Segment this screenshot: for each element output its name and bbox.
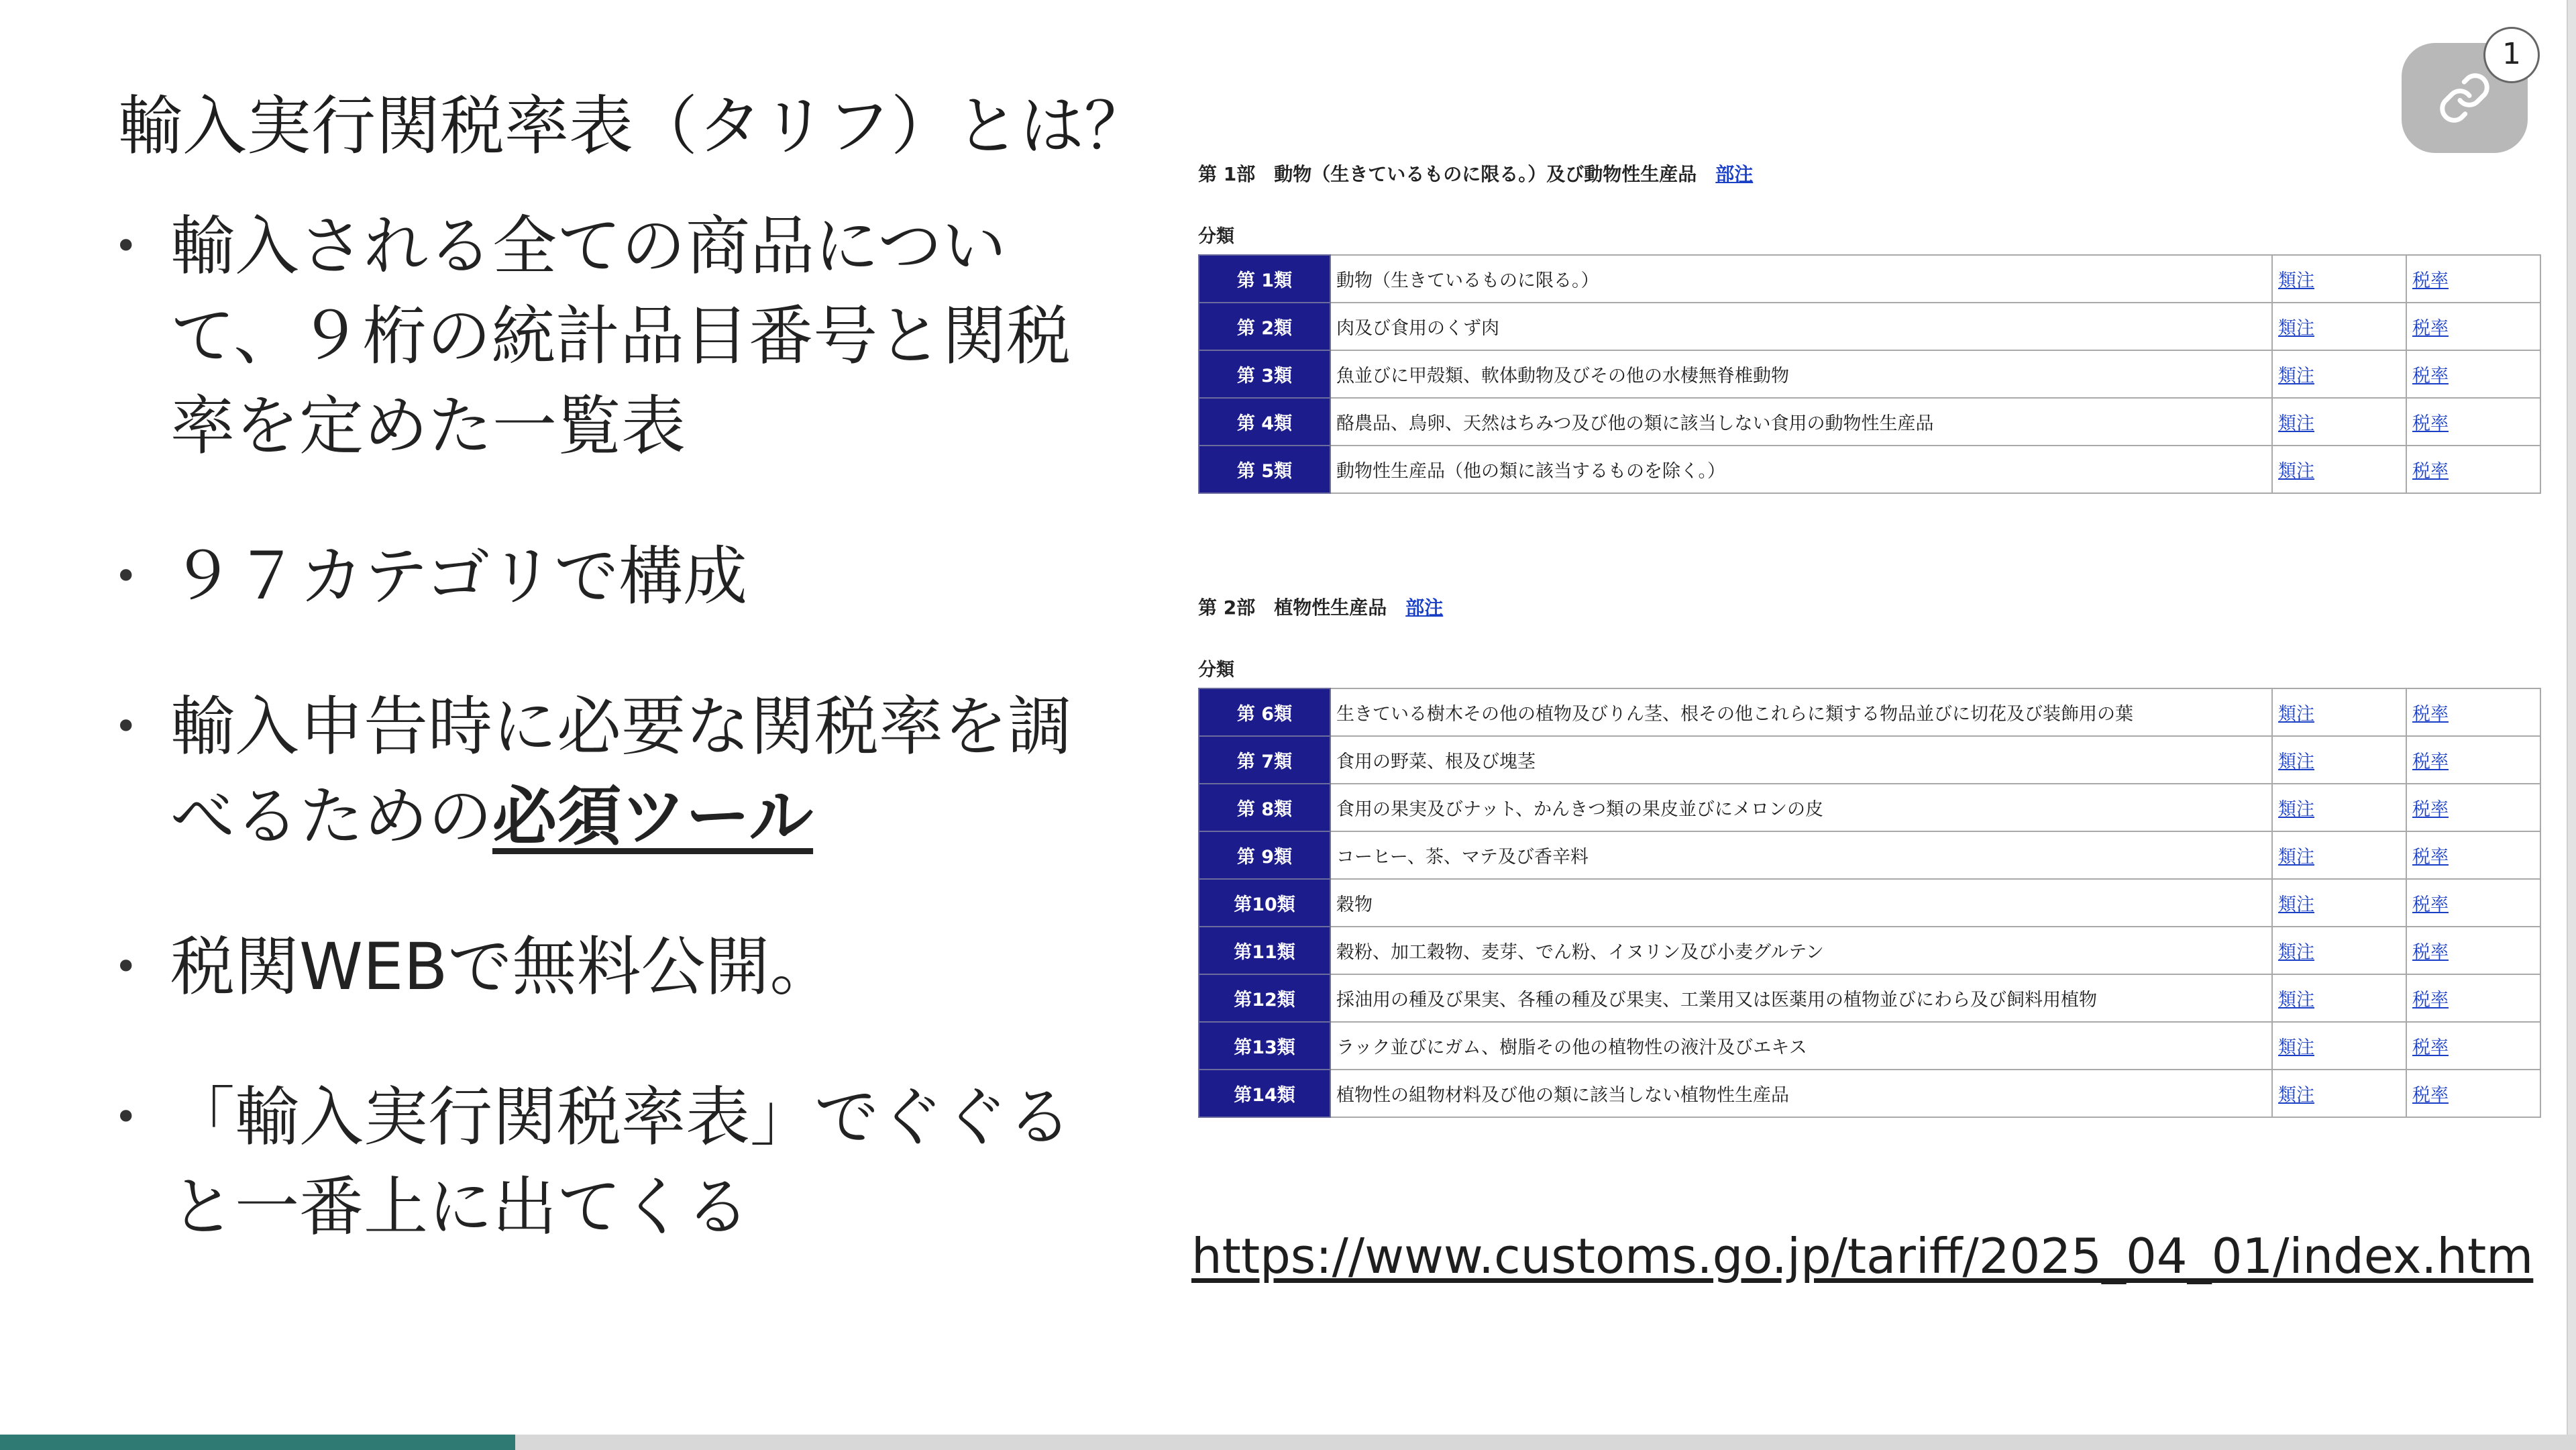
chapter-note-link-cell xyxy=(2272,784,2406,831)
chapter-note-link[interactable]: 類注 xyxy=(2278,1037,2314,1058)
tariff-row xyxy=(1199,398,2540,446)
chapter-note-link-cell xyxy=(2272,688,2406,736)
chapter-note-link[interactable]: 類注 xyxy=(2278,752,2314,772)
chapter-note-link[interactable]: 類注 xyxy=(2278,894,2314,915)
tariff-rate-link-cell xyxy=(2406,1070,2540,1117)
part1-note-link[interactable]: 部注 xyxy=(1715,163,1754,185)
tariff-rate-link-cell xyxy=(2406,350,2540,398)
chapter-note-link-cell xyxy=(2272,350,2406,398)
tariff-rate-link[interactable]: 税率 xyxy=(2412,942,2449,963)
tariff-rate-link-cell xyxy=(2406,1022,2540,1070)
chapter-note-link-cell xyxy=(2272,255,2406,303)
tariff-row xyxy=(1199,879,2540,927)
tariff-rate-link[interactable]: 税率 xyxy=(2412,1037,2449,1058)
category-cell: 第 3類 xyxy=(1199,350,1330,398)
chapter-note-link-cell xyxy=(2272,736,2406,784)
tariff-rate-link-cell xyxy=(2406,446,2540,493)
chapter-note-link[interactable]: 類注 xyxy=(2278,1085,2314,1106)
bullet-item xyxy=(107,531,1100,621)
chapter-note-link-cell xyxy=(2272,303,2406,350)
category-cell: 第 1類 xyxy=(1199,255,1330,303)
tariff-rate-link[interactable]: 税率 xyxy=(2412,270,2449,291)
tariff-rate-link-cell xyxy=(2406,831,2540,879)
category-cell: 第 8類 xyxy=(1199,784,1330,831)
tariff-rate-link[interactable]: 税率 xyxy=(2412,366,2449,386)
bullet-item xyxy=(107,682,1100,862)
tariff-rate-link-cell xyxy=(2406,736,2540,784)
category-cell: 第10類 xyxy=(1199,879,1330,927)
category-cell: 第 7類 xyxy=(1199,736,1330,784)
description-cell: 穀粉、加工穀物、麦芽、でん粉、イヌリン及び小麦グルテン xyxy=(1330,927,2272,974)
bullet-text: 税関WEBで無料公開。 xyxy=(170,929,835,1004)
tariff-rate-link-cell xyxy=(2406,879,2540,927)
tariff-rate-link[interactable]: 税率 xyxy=(2412,1085,2449,1106)
chapter-note-link[interactable]: 類注 xyxy=(2278,847,2314,868)
bullet-text: 「輸入実行関税率表」でぐぐると一番上に出てくる xyxy=(170,1080,1072,1245)
tariff-row xyxy=(1199,1070,2540,1117)
notification-badge: 1 xyxy=(2483,27,2540,83)
tariff-row xyxy=(1199,688,2540,736)
tariff-row xyxy=(1199,446,2540,493)
description-cell: 食用の野菜、根及び塊茎 xyxy=(1330,736,2272,784)
chapter-note-link[interactable]: 類注 xyxy=(2278,366,2314,386)
description-cell: コーヒー、茶、マテ及び香辛料 xyxy=(1330,831,2272,879)
part2-table xyxy=(1198,688,2541,1118)
description-cell: ラック並びにガム、樹脂その他の植物性の液汁及びエキス xyxy=(1330,1022,2272,1070)
category-cell: 第 9類 xyxy=(1199,831,1330,879)
chapter-note-link-cell xyxy=(2272,879,2406,927)
description-cell: 肉及び食用のくず肉 xyxy=(1330,303,2272,350)
bullet-list xyxy=(107,201,1100,1312)
tariff-url-link[interactable]: https://www.customs.go.jp/tariff/2025_04_01/index.htm xyxy=(1191,1228,2534,1284)
tariff-rate-link[interactable]: 税率 xyxy=(2412,847,2449,868)
tariff-rate-link-cell xyxy=(2406,303,2540,350)
progress-fill xyxy=(0,1435,515,1450)
chapter-note-link[interactable]: 類注 xyxy=(2278,799,2314,820)
link-icon xyxy=(2436,70,2493,126)
category-cell: 第11類 xyxy=(1199,927,1330,974)
chapter-note-link-cell xyxy=(2272,446,2406,493)
tariff-row xyxy=(1199,927,2540,974)
chapter-note-link-cell xyxy=(2272,974,2406,1022)
tariff-rate-link-cell xyxy=(2406,927,2540,974)
description-cell: 動物性生産品（他の類に該当するものを除く。） xyxy=(1330,446,2272,493)
tariff-rate-link-cell xyxy=(2406,688,2540,736)
bullet-text: ９７カテゴリで構成 xyxy=(170,539,748,614)
chapter-note-link-cell xyxy=(2272,927,2406,974)
tariff-rate-link[interactable]: 税率 xyxy=(2412,704,2449,725)
category-cell: 第 4類 xyxy=(1199,398,1330,446)
description-cell: 穀物 xyxy=(1330,879,2272,927)
part2-title xyxy=(1198,588,2542,628)
part1-table xyxy=(1198,254,2541,494)
part1-title xyxy=(1198,154,2542,195)
tariff-row xyxy=(1199,974,2540,1022)
category-cell: 第 6類 xyxy=(1199,688,1330,736)
tariff-rate-link[interactable]: 税率 xyxy=(2412,990,2449,1011)
part2-note-link[interactable]: 部注 xyxy=(1405,597,1444,619)
tariff-row xyxy=(1199,255,2540,303)
chapter-note-link-cell xyxy=(2272,1070,2406,1117)
category-cell: 第 5類 xyxy=(1199,446,1330,493)
tariff-row xyxy=(1199,350,2540,398)
chapter-note-link[interactable]: 類注 xyxy=(2278,990,2314,1011)
tariff-row xyxy=(1199,303,2540,350)
tariff-rate-link-cell xyxy=(2406,398,2540,446)
category-cell: 第13類 xyxy=(1199,1022,1330,1070)
chapter-note-link[interactable]: 類注 xyxy=(2278,942,2314,963)
category-cell: 第12類 xyxy=(1199,974,1330,1022)
tariff-rate-link[interactable]: 税率 xyxy=(2412,413,2449,434)
description-cell: 動物（生きているものに限る。） xyxy=(1330,255,2272,303)
tariff-row xyxy=(1199,831,2540,879)
chapter-note-link[interactable]: 類注 xyxy=(2278,413,2314,434)
chapter-note-link-cell xyxy=(2272,831,2406,879)
chapter-note-link[interactable]: 類注 xyxy=(2278,704,2314,725)
tariff-rate-link-cell xyxy=(2406,784,2540,831)
chapter-note-link-cell xyxy=(2272,398,2406,446)
bullet-text: 輸入される全ての商品について、９桁の統計品目番号と関税率を定めた一覧表 xyxy=(170,209,1071,464)
bullet-item xyxy=(107,201,1100,471)
description-cell: 採油用の種及び果実、各種の種及び果実、工業用又は医薬用の植物並びにわら及び飼料用植物 xyxy=(1330,974,2272,1022)
tariff-row xyxy=(1199,1022,2540,1070)
chapter-note-link[interactable]: 類注 xyxy=(2278,461,2314,482)
chapter-note-link[interactable]: 類注 xyxy=(2278,318,2314,339)
description-cell: 食用の果実及びナット、かんきつ類の果皮並びにメロンの皮 xyxy=(1330,784,2272,831)
tariff-row xyxy=(1199,736,2540,784)
description-cell: 生きている樹木その他の植物及びりん茎、根その他これらに類する物品並びに切花及び装飾用の葉 xyxy=(1330,688,2272,736)
part1-title-text: 第 1部 動物（生きているものに限る。）及び動物性生産品 xyxy=(1198,163,1697,185)
tariff-rate-link[interactable]: 税率 xyxy=(2412,461,2449,482)
description-cell: 魚並びに甲殻類、軟体動物及びその他の水棲無脊椎動物 xyxy=(1330,350,2272,398)
tariff-rate-link[interactable]: 税率 xyxy=(2412,799,2449,820)
tariff-rate-link-cell xyxy=(2406,255,2540,303)
part2-section-label: 分類 xyxy=(1198,660,1234,680)
slide-title: 輸入実行関税率表（タリフ）とは？ xyxy=(118,89,1148,164)
tariff-rate-link[interactable]: 税率 xyxy=(2412,752,2449,772)
category-cell: 第14類 xyxy=(1199,1070,1330,1117)
bullet-text: 輸入申告時に必要な関税率を調べるための xyxy=(170,689,1072,854)
chapter-note-link[interactable]: 類注 xyxy=(2278,270,2314,291)
bullet-emphasis: 必須ツール xyxy=(492,779,814,854)
bullet-item xyxy=(107,1072,1100,1252)
description-cell: 植物性の組物材料及び他の類に該当しない植物性生産品 xyxy=(1330,1070,2272,1117)
category-cell: 第 2類 xyxy=(1199,303,1330,350)
chapter-note-link-cell xyxy=(2272,1022,2406,1070)
tariff-rate-link-cell xyxy=(2406,974,2540,1022)
tariff-row xyxy=(1199,784,2540,831)
part1-section-label: 分類 xyxy=(1198,226,1234,247)
tariff-rate-link[interactable]: 税率 xyxy=(2412,318,2449,339)
progress-bar xyxy=(0,1435,2576,1450)
bullet-item xyxy=(107,922,1100,1012)
description-cell: 酪農品、鳥卵、天然はちみつ及び他の類に該当しない食用の動物性生産品 xyxy=(1330,398,2272,446)
tariff-rate-link[interactable]: 税率 xyxy=(2412,894,2449,915)
tariff-screenshot xyxy=(1198,154,2542,1118)
part2-title-text: 第 2部 植物性生産品 xyxy=(1198,597,1387,619)
